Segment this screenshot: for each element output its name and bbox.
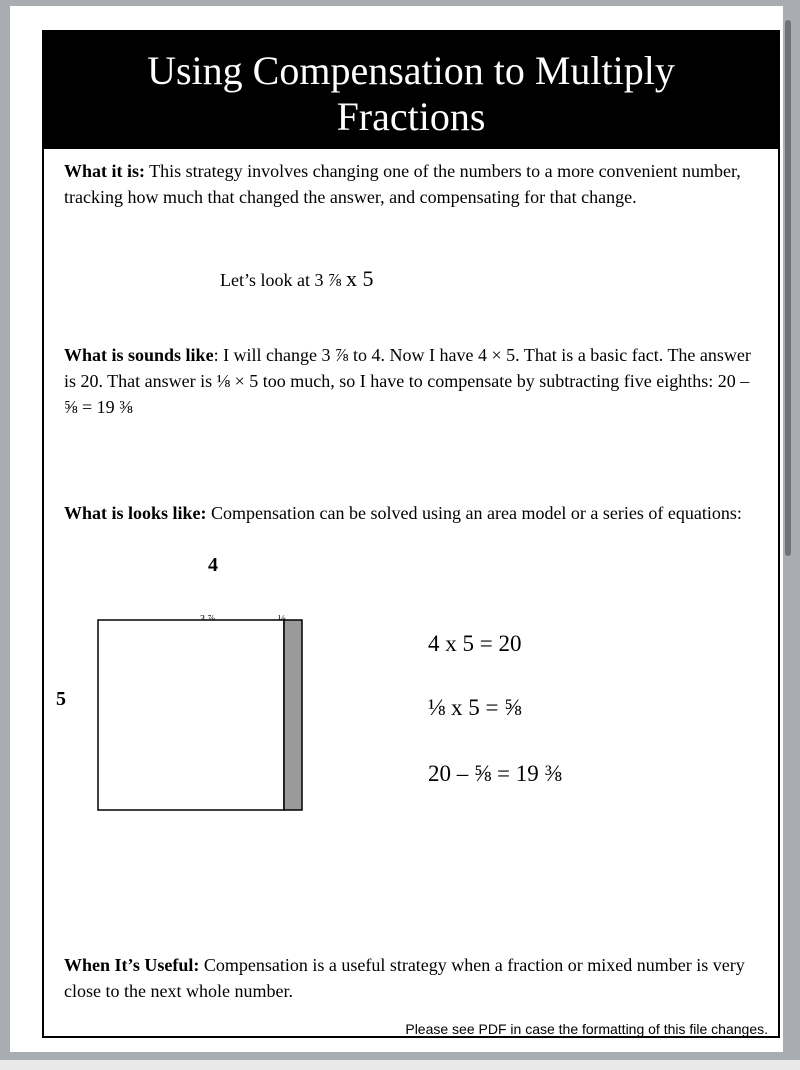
sounds-like-label: What is sounds like [64, 345, 214, 365]
equation-3: 20 – ⅝ = 19 ⅜ [428, 761, 562, 786]
worksheet-frame [42, 30, 780, 1038]
example-text: Let’s look at 3 ⅞ [220, 270, 346, 290]
area-model-top-label: 4 [208, 554, 218, 576]
title-line-2: Fractions [336, 94, 486, 139]
area-model-main-rect [98, 620, 284, 810]
footer-note: Please see PDF in case the formatting of this file changes. [405, 1021, 768, 1037]
example-multiplier: x 5 [345, 266, 374, 291]
when-useful-label: When It’s Useful: [64, 955, 200, 975]
sounds-like-paragraph [64, 342, 764, 420]
equation-1: 4 x 5 = 20 [428, 631, 522, 656]
title-banner [44, 32, 778, 149]
looks-like-label: What is looks like: [64, 503, 207, 523]
area-model-strip [284, 620, 302, 810]
example-problem [220, 266, 373, 293]
area-model-side-label: 5 [56, 688, 66, 710]
title-line-1: Using Compensation to Multiply [147, 48, 675, 93]
area-model-diagram [88, 600, 318, 820]
next-page-edge [0, 1060, 800, 1070]
when-useful-paragraph [64, 952, 764, 1004]
what-it-is-label: What it is: [64, 161, 145, 181]
document-page [10, 6, 783, 1052]
looks-like-text: Compensation can be solved using an area model or a series of equations: [206, 503, 742, 523]
looks-like-paragraph [64, 500, 764, 526]
what-it-is-text: This strategy involves changing one of the numbers to a more convenient number, tracking how much that changed the answer, and compensating for that change. [64, 161, 741, 207]
equation-2: ⅛ x 5 = ⅝ [428, 695, 522, 720]
sounds-like-text: : I will change 3 ⅞ to 4. Now I have 4 × 5. That is a basic fact. The answer is 20. That answer is ⅛ × 5 too much, so I have to compensate by subtracting five eighths: 20 – ⅝ = 19 ⅜ [64, 345, 751, 417]
what-it-is-paragraph [64, 158, 764, 210]
scrollbar-thumb[interactable] [785, 20, 791, 556]
when-useful-text: Compensation is a useful strategy when a fraction or mixed number is very close to the next whole number. [64, 955, 745, 1001]
